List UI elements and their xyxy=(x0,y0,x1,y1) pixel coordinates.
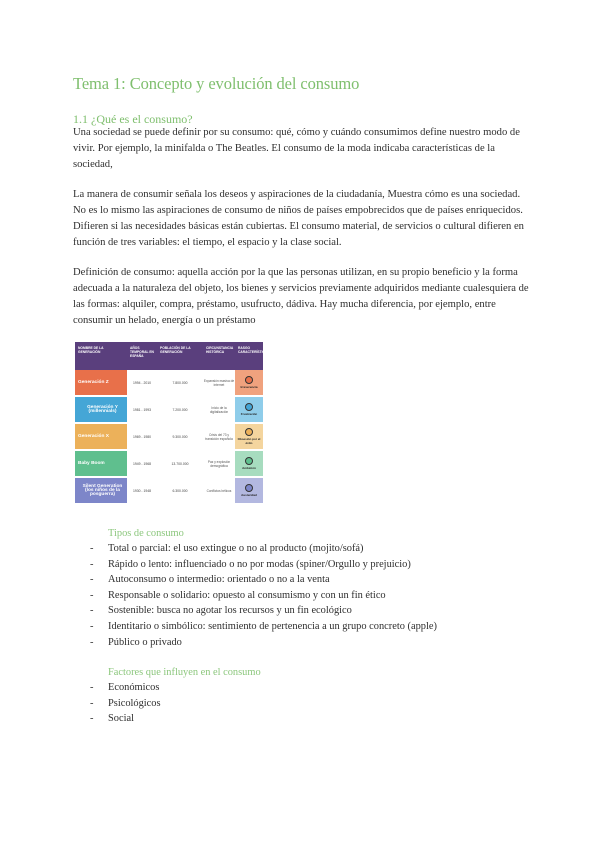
generation-name: Silent Generation (los niños de la posguerra) xyxy=(75,478,127,503)
generation-reference: Inicio de la digitalización xyxy=(203,397,235,422)
mood-label: Ambición xyxy=(242,466,256,470)
generation-row xyxy=(75,424,263,449)
tipos-heading: Tipos de consumo xyxy=(108,528,184,539)
generation-population: 7.800.000 xyxy=(157,370,203,395)
generation-mood xyxy=(235,397,263,422)
generation-row xyxy=(75,370,263,395)
list-item: - Responsable o solidario: opuesto al consumismo y con un fin ético xyxy=(90,588,437,604)
generation-years: 1930 - 1948 xyxy=(127,478,157,503)
generation-row xyxy=(75,451,263,476)
list-item: - Identitario o simbólico: sentimiento de pertenencia a un grupo concreto (apple) xyxy=(90,619,437,635)
generation-reference: Paz y explosión demográfica xyxy=(203,451,235,476)
list-item: - Autoconsumo o intermedio: orientado o no a la venta xyxy=(90,572,437,588)
paragraph-aspirations: La manera de consumir señala los deseos y aspiraciones de la ciudadanía, Muestra cómo es una sociedad. No es lo mismo las aspiraciones de consumo de niños de países empobrecidos que de países enriquecidos. Difieren si las necesidades básicas están cubiertas. El consumo material, de servicios o cultural difieren en función de tres variables: el tiempo, el espacio y la clase social. xyxy=(73,189,524,248)
generation-name: Generación Y (millennials) xyxy=(75,397,127,422)
generation-reference: Crisis del 73 y transición española xyxy=(203,424,235,449)
generation-name: Baby Boom xyxy=(75,451,127,476)
emoji-face-icon xyxy=(245,376,253,384)
generation-population: 6.300.000 xyxy=(157,478,203,503)
header-population: POBLACIÓN DE LA GENERACIÓN xyxy=(160,346,191,354)
generation-population: 7.200.000 xyxy=(157,397,203,422)
tipos-list xyxy=(90,541,437,650)
generation-mood xyxy=(235,424,263,449)
list-item: - Social xyxy=(90,711,161,727)
emoji-face-icon xyxy=(245,457,253,465)
generation-years: 1981 - 1993 xyxy=(127,397,157,422)
generation-table xyxy=(75,342,268,505)
factores-heading: Factores que influyen en el consumo xyxy=(108,667,261,678)
generation-years: 1949 - 1968 xyxy=(127,451,157,476)
section-heading: 1.1 ¿Qué es el consumo? xyxy=(73,112,193,126)
header-mood: RASGO CARACTERÍSTICO xyxy=(238,346,268,354)
factores-list xyxy=(90,680,161,727)
paragraph-intro: Una sociedad se puede definir por su consumo: qué, cómo y cuándo consumimos define nuestro modo de vivir. Por ejemplo, la minifalda o The Beatles. El consumo de la moda indicaba características de la sociedad, xyxy=(73,127,520,170)
generation-years: 1994 - 2010 xyxy=(127,370,157,395)
list-item: - Sostenible: busca no agotar los recursos y un fin ecológico xyxy=(90,603,437,619)
emoji-face-icon xyxy=(245,484,253,492)
generation-mood xyxy=(235,370,263,395)
list-item: - Público o privado xyxy=(90,635,437,651)
mood-label: Irreverencia xyxy=(240,385,258,389)
mood-label: Obsesión por el éxito xyxy=(237,437,261,445)
header-years: AÑOS TEMPORAL EN ESPAÑA xyxy=(130,346,154,358)
generation-reference: Expansión masiva de internet xyxy=(203,370,235,395)
mood-label: Frustración xyxy=(240,412,258,416)
generation-name: Generación X xyxy=(75,424,127,449)
generation-mood xyxy=(235,451,263,476)
generation-population: 13.700.000 xyxy=(157,451,203,476)
list-item: - Económicos xyxy=(90,680,161,696)
paragraph-definition: Definición de consumo: aquella acción por la que las personas utilizan, en su propio beneficio y la forma adecuada a la naturaleza del objeto, los bienes y servicios previamente adquiridos mediante cualesquiera de las formas: alquiler, compra, préstamo, usufructo, dádiva. Hay mucha diferencia, por ejemplo, entre consumir un helado, energía o un préstamo xyxy=(73,267,529,326)
emoji-face-icon xyxy=(245,428,253,436)
generation-row xyxy=(75,397,263,422)
header-reference: CIRCUNSTANCIA HISTÓRICA xyxy=(206,346,234,354)
emoji-face-icon xyxy=(245,403,253,411)
generation-name: Generación Z xyxy=(75,370,127,395)
generation-table-header xyxy=(75,342,268,370)
header-name: NOMBRE DE LA GENERACIÓN xyxy=(78,346,104,354)
generation-mood xyxy=(235,478,263,503)
mood-label: Austeridad xyxy=(241,493,257,497)
page-title: Tema 1: Concepto y evolución del consumo xyxy=(73,74,360,93)
list-item: - Rápido o lento: influenciado o no por modas (spiner/Orgullo y prejuicio) xyxy=(90,557,437,573)
list-item: - Total o parcial: el uso extingue o no al producto (mojito/sofá) xyxy=(90,541,437,557)
generation-years: 1969 - 1980 xyxy=(127,424,157,449)
generation-reference: Conflictos bélicos xyxy=(203,478,235,503)
generation-row xyxy=(75,478,263,503)
generation-population: 9.300.000 xyxy=(157,424,203,449)
list-item: - Psicológicos xyxy=(90,696,161,712)
